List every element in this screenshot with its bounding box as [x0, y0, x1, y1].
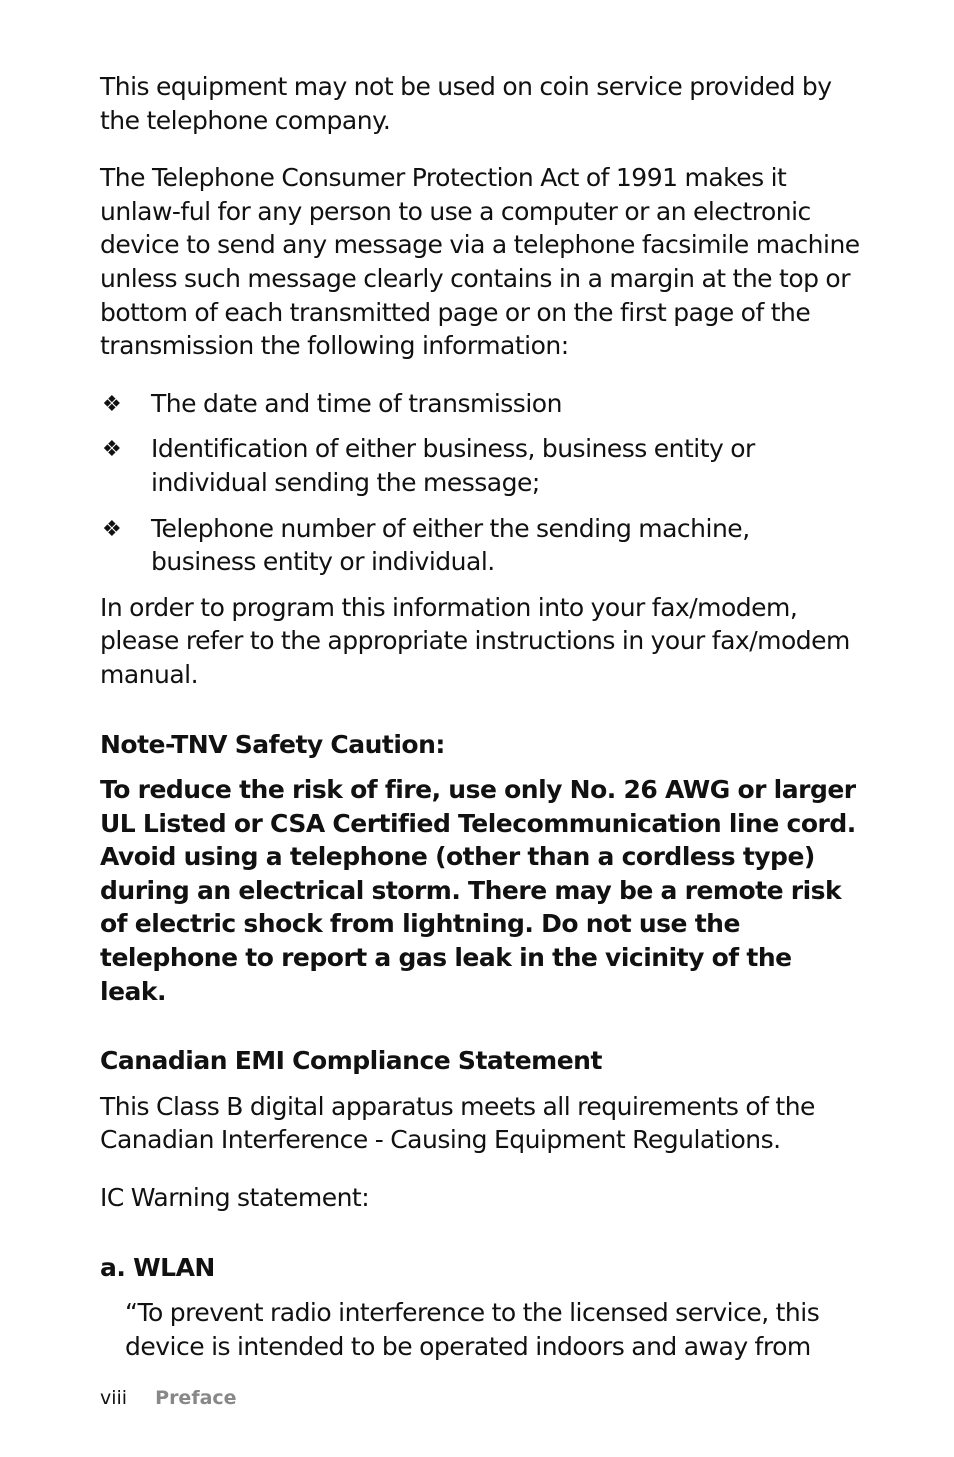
section-name: Preface: [155, 1387, 237, 1409]
list-item-text: The date and time of transmission: [151, 388, 562, 418]
diamond-cluster-icon: ❖: [102, 391, 122, 417]
list-item: [100, 512, 860, 579]
canadian-emi-paragraph: This Class B digital apparatus meets all requirements of the Canadian Interference - Causing Equipment Regulations.: [100, 1091, 815, 1155]
diamond-cluster-icon: ❖: [102, 437, 122, 463]
list-item-text: Telephone number of either the sending machine, business entity or individual.: [151, 513, 750, 577]
canadian-emi-heading: Canadian EMI Compliance Statement: [100, 1046, 602, 1076]
fax-program-paragraph: In order to program this information into your fax/modem, please refer to the appropriate instructions in your fax/modem manual.: [100, 592, 850, 689]
coin-service-paragraph: This equipment may not be used on coin service provided by the telephone company.: [100, 72, 832, 135]
transmission-info-list: [100, 387, 860, 579]
page-number: viii: [100, 1387, 128, 1409]
page-footer: [100, 1386, 237, 1410]
wlan-heading: a. WLAN: [100, 1252, 215, 1282]
safety-caution-paragraph: To reduce the risk of fire, use only No. 26 AWG or larger UL Listed or CSA Certified Telecommunication line cord. Avoid using a telephone (other than a cordless type) during an electrical storm. There may be a remote risk of electric shock from lightning. Do not use the telephone to report a gas leak in the vicinity of the leak.: [100, 775, 856, 1006]
list-item-text: Identification of either business, business entity or individual sending the message;: [151, 434, 755, 497]
diamond-cluster-icon: ❖: [102, 516, 122, 542]
ic-warning-label: IC Warning statement:: [100, 1183, 370, 1213]
list-item: [100, 387, 860, 421]
document-page: [100, 70, 860, 1363]
list-item: [100, 432, 860, 499]
note-heading: Note-TNV Safety Caution:: [100, 729, 445, 759]
wlan-paragraph: “To prevent radio interference to the licensed service, this device is intended to be operated indoors and away from: [125, 1298, 820, 1361]
tcpa-paragraph: The Telephone Consumer Protection Act of 1991 makes it unlaw-ful for any person to use a computer or an electronic device to send any message via a telephone facsimile machine unless such message clearly contains in a margin at the top or bottom of each transmitted page or on the first page of the transmission the following information:: [100, 163, 860, 361]
